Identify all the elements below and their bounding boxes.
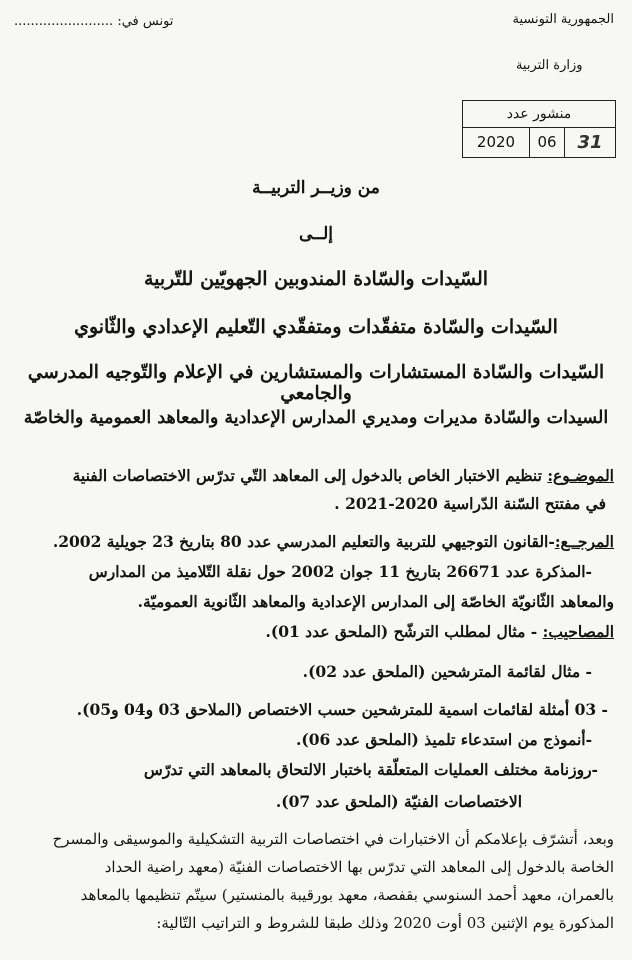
enclosures-label: المصاحيب: — [542, 622, 614, 641]
subject-text: تنظيم الاختبار الخاص بالدخول إلى المعاهد التّي تدرّس الاختصاصات الفنية — [72, 466, 548, 485]
issuer-header — [512, 10, 614, 76]
enclosure-item: - 03 أمثلة لقائمات اسمية للمترشحين حسب الاختصاص (الملاحق 03 و04 و05). — [76, 700, 608, 719]
decree-title: منشور عدد — [463, 101, 615, 128]
recipient-line: السّيدات والسّادة متفقّدات ومتفقّدي التّعليم الإعدادي والثّانوي — [74, 316, 558, 338]
from-line: من وزيــر التربيــة — [252, 178, 380, 198]
enclosure-item: -روزنامة مختلف العمليات المتعلّقة باختبار الالتحاق بالمعاهد التي تدرّس — [143, 760, 598, 779]
reference-line-3: والمعاهد الثّانويّة الخاصّة إلى المدارس الإعدادية والمعاهد الثّانوية العموميّة. — [137, 592, 614, 611]
body-paragraph-line: وبعد، أتشرّف بإعلامكم أن الاختبارات في اختصاصات التربية التشكيلية والموسيقى والمسرح — [52, 830, 614, 848]
to-line: إلــى — [298, 224, 334, 244]
city-date-label: تونس في: — [117, 14, 174, 29]
city-date-value: ........................ — [14, 14, 114, 29]
decree-month: 06 — [530, 128, 565, 157]
decree-number-box — [462, 100, 616, 158]
enclosures-line — [265, 622, 614, 641]
enclosure-item: - مثال لقائمة المترشحين (الملحق عدد 02). — [302, 662, 592, 681]
enclosure-item: الاختصاصات الفنيّة (الملحق عدد 07). — [275, 792, 522, 811]
recipient-line: السّيدات والسّادة المندوبين الجهويّين للتّربية — [143, 268, 489, 290]
subject-label: الموضـوع: — [547, 466, 614, 485]
decree-year: 2020 — [463, 128, 530, 157]
subject-line-2: في مفتتح السّنة الدّراسية 2020-2021 . — [334, 494, 606, 513]
recipient-line: السّيدات والسّادة المستشارات والمستشارين في الإعلام والتّوجيه المدرسي والجامعي — [27, 362, 605, 404]
body-paragraph-line: الخاصة بالدخول إلى المعاهد التي تدرّس بها الاختصاصات الفنيّة (معهد راضية الحداد — [104, 858, 614, 876]
reference-text: -القانون التوجيهي للتربية والتعليم المدرسي عدد 80 بتاريخ 23 جويلية 2002. — [52, 532, 555, 551]
recipient-line: السيدات والسّادة مديرات ومديري المدارس الإعدادية والمعاهد العمومية والخاصّة — [23, 408, 609, 428]
enclosure-item: -أنموذج من استدعاء تلميذ (الملحق عدد 06). — [296, 730, 592, 749]
republic-name: الجمهورية التونسية — [512, 12, 614, 27]
subject-line — [73, 466, 614, 485]
body-paragraph-line: المذكورة يوم الإثنين 03 أوت 2020 وذلك طبقا للشروط و التراتيب التّالية: — [156, 914, 614, 932]
body-paragraph-line: بالعمران، معهد أحمد السنوسي بقفصة، معهد بورقيبة بالمنستير) سيتّم تنظيمها بالمعاهد — [80, 886, 614, 904]
decree-number: 31 — [577, 132, 603, 153]
reference-line — [53, 532, 614, 551]
enclosure-item: - مثال لمطلب الترشّح (الملحق عدد 01). — [265, 622, 543, 641]
ministry-name: وزارة التربية — [515, 58, 583, 73]
reference-label: المرجــع: — [554, 532, 614, 551]
reference-line-2: -المذكرة عدد 26671 بتاريخ 11 جوان 2002 حول نقلة التّلاميذ من المدارس — [88, 562, 592, 581]
city-date — [14, 14, 173, 29]
